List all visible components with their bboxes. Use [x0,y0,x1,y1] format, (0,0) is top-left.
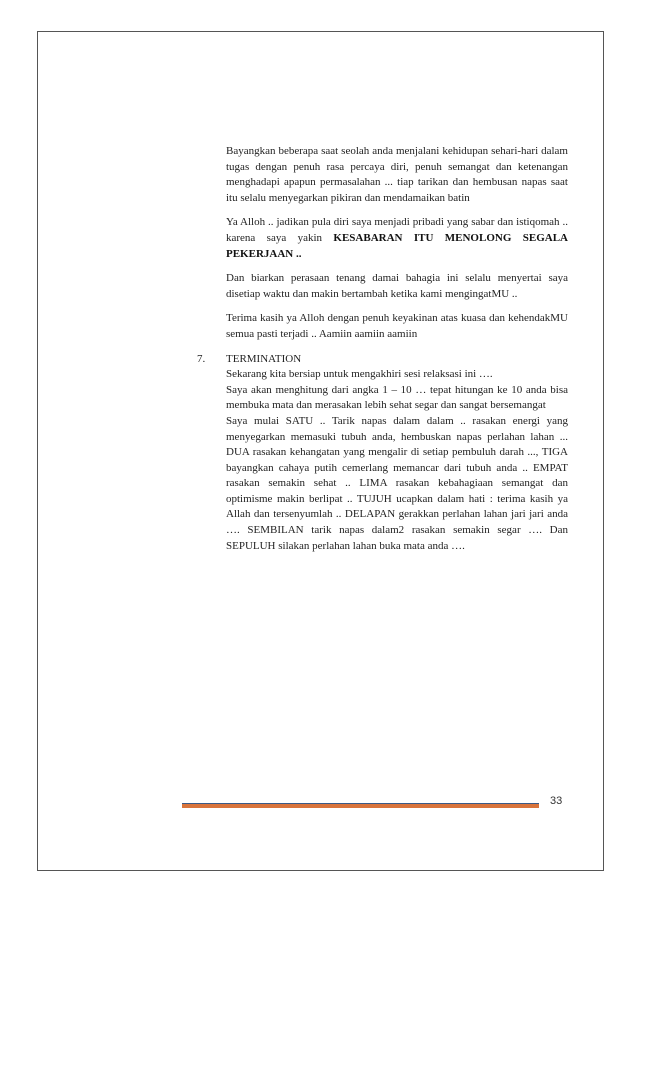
paragraph-prayer-patience [226,215,568,262]
prayer-text: Ya Alloh .. jadikan pula diri saya menjadi pribadi yang sabar dan istiqomah .. karena saya yakin [226,216,568,244]
footer-divider-bar [182,803,539,808]
document-page [37,31,604,871]
list-item-title: TERMINATION [226,352,302,365]
list-item-termination [197,352,568,555]
paragraph-calm: Dan biarkan perasaan tenang damai bahagia ini selalu menyertai saya disetiap waktu dan makin bertambah ketika kami mengingatMU .. [226,272,568,300]
prayer-emphasis: KESABARAN ITU MENOLONG SEGALA PEKERJAAN .. [226,231,568,260]
termination-countdown: Saya akan menghitung dari angka 1 – 10 … tepat hitungan ke 10 anda bisa membuka mata dan merasakan lebih sehat segar dan sangat bersemangat [226,383,568,412]
page-number: 33 [550,795,563,807]
paragraph-gratitude: Terima kasih ya Alloh dengan penuh keyakinan atas kuasa dan kehendakMU semua pasti terjadi .. Aamiin aamiin aamiin [226,312,568,340]
list-item-number: 7. [197,352,206,365]
termination-intro: Sekarang kita bersiap untuk mengakhiri sesi relaksasi ini …. [226,368,493,381]
paragraph-visualization: Bayangkan beberapa saat seolah anda menjalani kehidupan sehari-hari dalam tugas dengan penuh rasa percaya diri, penuh semangat dan ketenangan menghadapi apapun permasalahan ... tiap tarikan dan hembusan napas saat itu selalu menyegarkan pikiran dan mendamaikan batin [226,145,568,204]
page-content [197,144,568,554]
termination-steps: Saya mulai SATU .. Tarik napas dalam dalam .. rasakan energi yang menyegarkan memasuki tubuh anda, hembuskan napas perlahan lahan ... DUA rasakan kehangatan yang mengalir di setiap pembuluh darah ..., TIGA bayangkan cahaya putih cemerlang memancar dari tubuh anda .. EMPAT rasakan semakin sehat .. LIMA rasakan kebahagiaan semangat dan optimisme makin berlipat .. TUJUH ucapkan dalam hati : terima kasih ya Allah dan tersenyumlah .. DELAPAN gerakkan perlahan lahan jari jari anda …. SEMBILAN tarik napas dalam2 rasakan semakin segar …. Dan SEPULUH silakan perlahan lahan buka mata anda …. [226,414,568,552]
